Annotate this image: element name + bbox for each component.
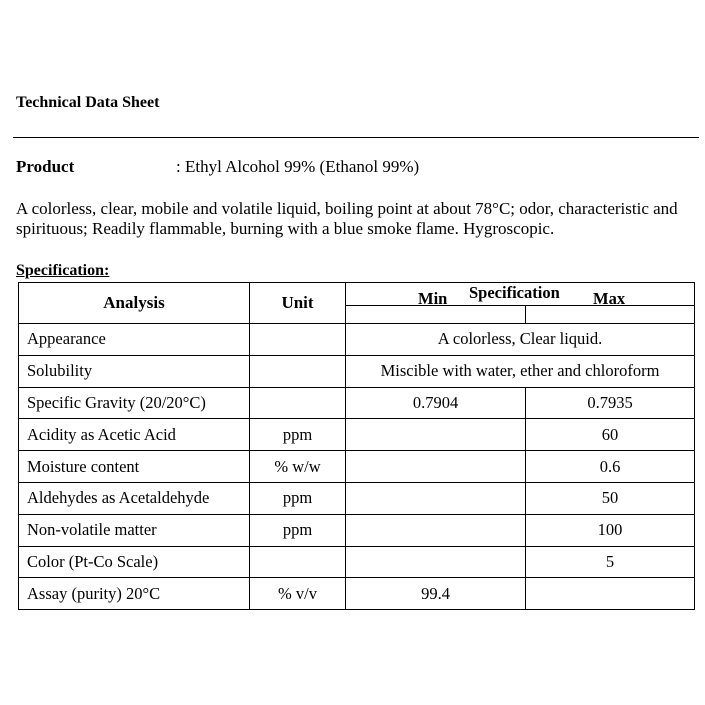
cell-max: 50 <box>526 482 695 514</box>
cell-unit <box>250 355 346 387</box>
header-analysis: Analysis <box>19 283 250 324</box>
cell-analysis: Specific Gravity (20/20°C) <box>19 387 250 419</box>
cell-analysis: Appearance <box>19 324 250 356</box>
cell-max: 0.7935 <box>526 387 695 419</box>
product-value: : Ethyl Alcohol 99% (Ethanol 99%) <box>176 157 420 176</box>
header-unit: Unit <box>250 283 346 324</box>
specification-heading: Specification: <box>16 262 110 279</box>
table-row <box>19 546 695 578</box>
product-description: A colorless, clear, mobile and volatile liquid, boiling point at about 78°C; odor, characteristic and spirituous; Readily flammable, burning with a blue smoke flame. Hygroscopic. <box>16 199 678 238</box>
cell-max: 5 <box>526 546 695 578</box>
table-row <box>19 514 695 546</box>
cell-min <box>346 514 526 546</box>
cell-unit: % v/v <box>250 578 346 610</box>
cell-min: 99.4 <box>346 578 526 610</box>
table-row <box>19 324 695 356</box>
cell-max: 0.6 <box>526 451 695 483</box>
cell-analysis: Solubility <box>19 355 250 387</box>
table-row <box>19 419 695 451</box>
cell-analysis: Color (Pt-Co Scale) <box>19 546 250 578</box>
table-header-row <box>19 283 695 324</box>
cell-unit <box>250 324 346 356</box>
table-row <box>19 451 695 483</box>
cell-unit <box>250 546 346 578</box>
cell-min: 0.7904 <box>346 387 526 419</box>
cell-analysis: Assay (purity) 20°C <box>19 578 250 610</box>
header-min: Min <box>418 289 448 308</box>
product-label: Product <box>16 157 75 176</box>
header-max: Max <box>593 289 626 308</box>
cell-max: 100 <box>526 514 695 546</box>
header-specification-label: Specification <box>469 283 560 302</box>
cell-max <box>526 578 695 610</box>
document-title: Technical Data Sheet <box>16 94 160 111</box>
cell-analysis: Non-volatile matter <box>19 514 250 546</box>
cell-min <box>346 451 526 483</box>
cell-analysis: Acidity as Acetic Acid <box>19 419 250 451</box>
header-specification <box>346 283 695 324</box>
table-row <box>19 482 695 514</box>
table-row <box>19 387 695 419</box>
table-row <box>19 578 695 610</box>
cell-analysis: Moisture content <box>19 451 250 483</box>
specification-table <box>18 282 695 610</box>
table-row <box>19 355 695 387</box>
cell-min <box>346 482 526 514</box>
cell-analysis: Aldehydes as Acetaldehyde <box>19 482 250 514</box>
cell-min <box>346 546 526 578</box>
cell-unit: ppm <box>250 419 346 451</box>
cell-specification: Miscible with water, ether and chloroform <box>346 355 695 387</box>
divider <box>13 137 699 138</box>
cell-unit: ppm <box>250 514 346 546</box>
cell-unit: ppm <box>250 482 346 514</box>
cell-unit: % w/w <box>250 451 346 483</box>
cell-specification: A colorless, Clear liquid. <box>346 324 695 356</box>
cell-max: 60 <box>526 419 695 451</box>
cell-min <box>346 419 526 451</box>
cell-unit <box>250 387 346 419</box>
